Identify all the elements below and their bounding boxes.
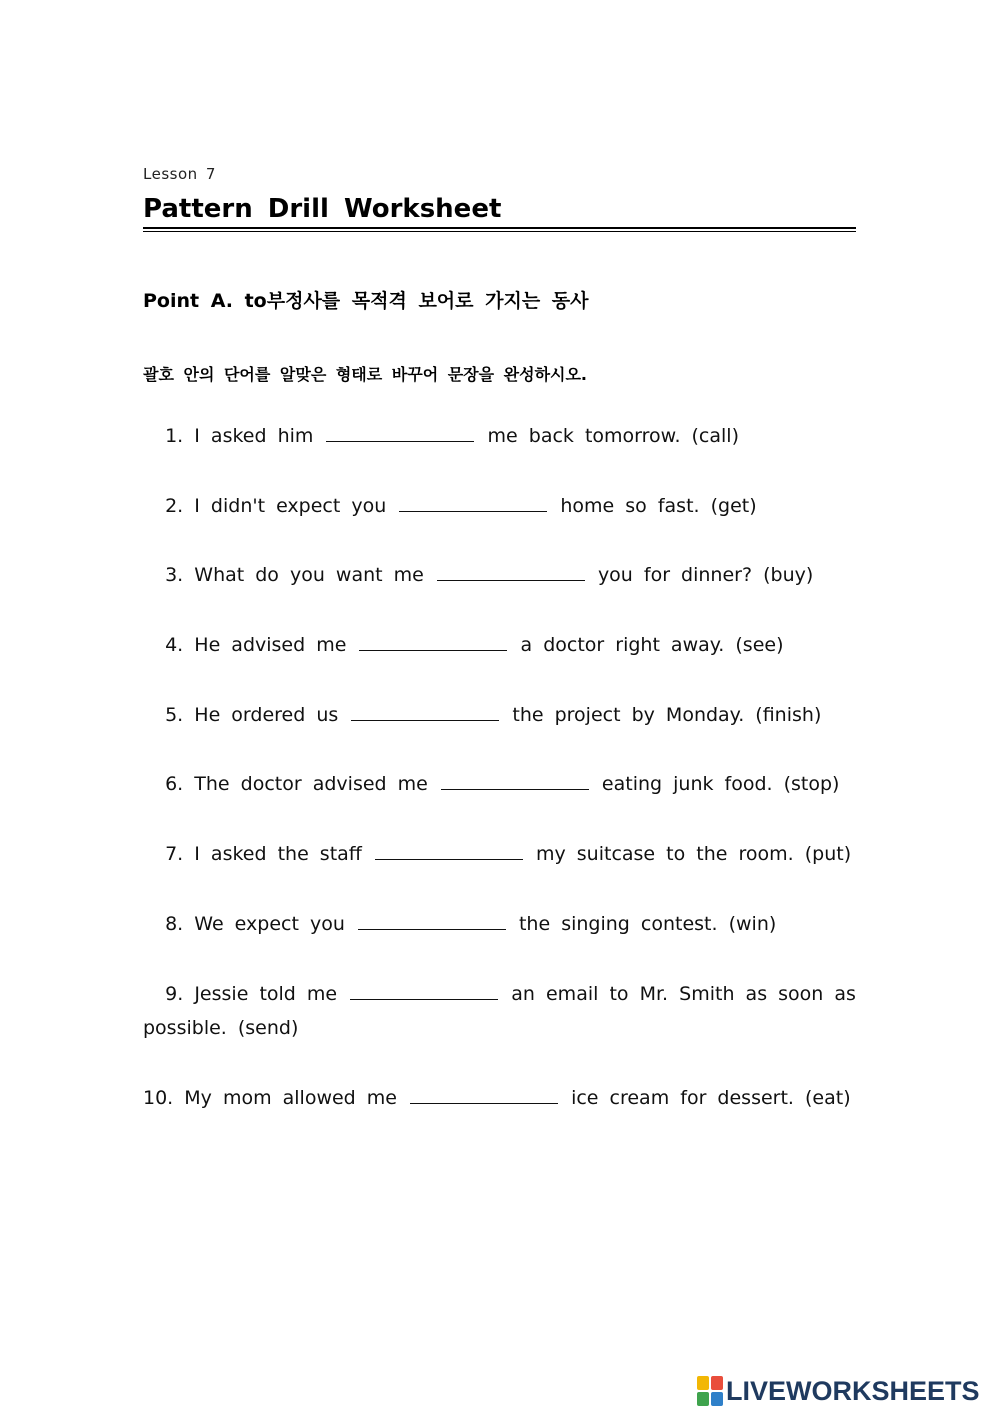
question-6	[143, 767, 856, 801]
question-number: 9.	[165, 983, 184, 1005]
answer-blank-7[interactable]	[375, 858, 523, 860]
liveworksheets-logo[interactable]	[697, 1374, 980, 1408]
question-10	[143, 1081, 856, 1115]
question-text-after: you for dinner? (buy)	[597, 564, 814, 586]
question-2	[143, 489, 856, 523]
question-text-after: the singing contest. (win)	[518, 913, 777, 935]
answer-blank-2[interactable]	[399, 510, 547, 512]
answer-blank-6[interactable]	[441, 788, 589, 790]
question-7	[143, 837, 856, 871]
question-text-before: He ordered us	[194, 704, 339, 726]
answer-blank-8[interactable]	[358, 928, 506, 930]
logo-tile-yellow	[697, 1376, 709, 1390]
question-number: 7.	[165, 843, 184, 865]
question-text-after: a doctor right away. (see)	[520, 634, 784, 656]
answer-blank-9[interactable]	[350, 998, 498, 1000]
section-heading: Point A. to부정사를 목적격 보어로 가지는 동사	[143, 290, 589, 312]
question-text-before: Jessie told me	[194, 983, 338, 1005]
question-number: 6.	[165, 773, 184, 795]
answer-blank-4[interactable]	[359, 649, 507, 651]
title-underline	[143, 227, 856, 229]
instruction-text: 괄호 안의 단어를 알맞은 형태로 바꾸어 문장을 완성하시오.	[143, 365, 588, 384]
question-text-after: eating junk food. (stop)	[601, 773, 840, 795]
question-4	[143, 628, 856, 662]
question-8	[143, 907, 856, 941]
question-text-before: What do you want me	[194, 564, 424, 586]
question-text-before: I didn't expect you	[194, 495, 387, 517]
question-3	[143, 558, 856, 592]
question-text-after: me back tomorrow. (call)	[487, 425, 739, 447]
question-text-before: He advised me	[194, 634, 347, 656]
question-number: 5.	[165, 704, 184, 726]
question-text-after: my suitcase to the room. (put)	[535, 843, 852, 865]
logo-tile-green	[697, 1392, 709, 1406]
question-number: 2.	[165, 495, 184, 517]
question-number: 3.	[165, 564, 184, 586]
question-text-before: The doctor advised me	[194, 773, 428, 795]
page-title: Pattern Drill Worksheet	[143, 194, 502, 224]
question-9	[143, 977, 856, 1045]
answer-blank-10[interactable]	[410, 1102, 558, 1104]
question-text-after: home so fast. (get)	[560, 495, 757, 517]
question-number: 4.	[165, 634, 184, 656]
answer-blank-1[interactable]	[326, 440, 474, 442]
question-number: 10.	[143, 1087, 174, 1109]
logo-tile-blue	[711, 1392, 723, 1406]
question-5	[143, 698, 856, 732]
question-text-before: I asked the staff	[194, 843, 362, 865]
answer-blank-5[interactable]	[351, 719, 499, 721]
question-text-after: ice cream for dessert. (eat)	[571, 1087, 851, 1109]
question-number: 1.	[165, 425, 184, 447]
question-text-before: I asked him	[194, 425, 314, 447]
question-text-after: an email to Mr. Smith as soon as possible. (send)	[143, 983, 856, 1039]
question-text-before: My mom allowed me	[184, 1087, 397, 1109]
logo-text: LIVEWORKSHEETS	[726, 1375, 980, 1406]
lesson-label: Lesson 7	[143, 165, 216, 183]
answer-blank-3[interactable]	[437, 579, 585, 581]
question-text-after: the project by Monday. (finish)	[512, 704, 822, 726]
title-underline-thin	[143, 231, 856, 232]
question-1	[143, 419, 856, 453]
question-number: 8.	[165, 913, 184, 935]
liveworksheets-logo-icon	[697, 1376, 723, 1406]
logo-tile-red	[711, 1376, 723, 1390]
question-text-before: We expect you	[194, 913, 345, 935]
